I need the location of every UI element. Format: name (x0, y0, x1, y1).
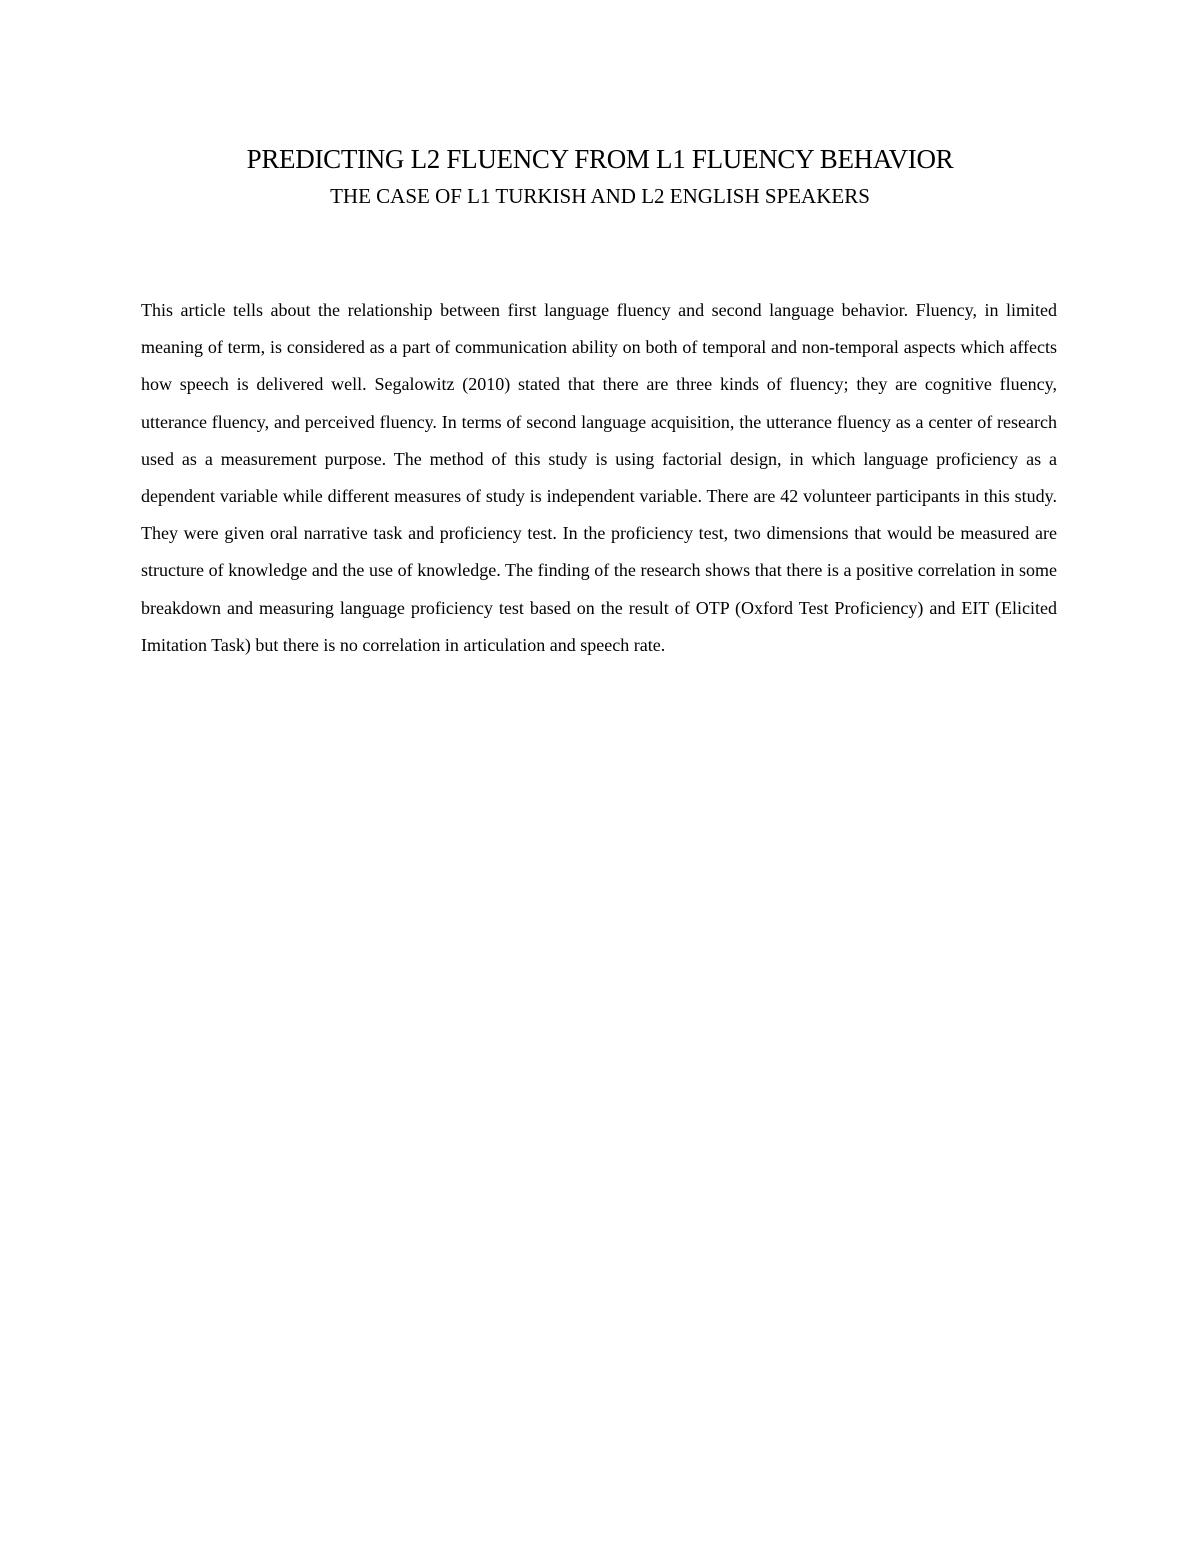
document-title: PREDICTING L2 FLUENCY FROM L1 FLUENCY BEHAVIOR (246, 144, 954, 174)
document-subtitle: THE CASE OF L1 TURKISH AND L2 ENGLISH SPEAKERS (330, 184, 870, 208)
abstract-paragraph: This article tells about the relationship between first language fluency and second language behavior. Fluency, in limited meaning of term, is considered as a part of communication ability on both of temporal and non-temporal aspects which affects how speech is delivered well. Segalowitz (2010) stated that there are three kinds of fluency; they are cognitive fluency, utterance fluency, and perceived fluency. In terms of second language acquisition, the utterance fluency as a center of research used as a measurement purpose. The method of this study is using factorial design, in which language proficiency as a dependent variable while different measures of study is independent variable. There are 42 volunteer participants in this study. They were given oral narrative task and proficiency test. In the proficiency test, two dimensions that would be measured are structure of knowledge and the use of knowledge. The finding of the research shows that there is a positive correlation in some breakdown and measuring language proficiency test based on the result of OTP (Oxford Test Proficiency) and EIT (Elicited Imitation Task) but there is no correlation in articulation and speech rate. (141, 300, 1057, 655)
